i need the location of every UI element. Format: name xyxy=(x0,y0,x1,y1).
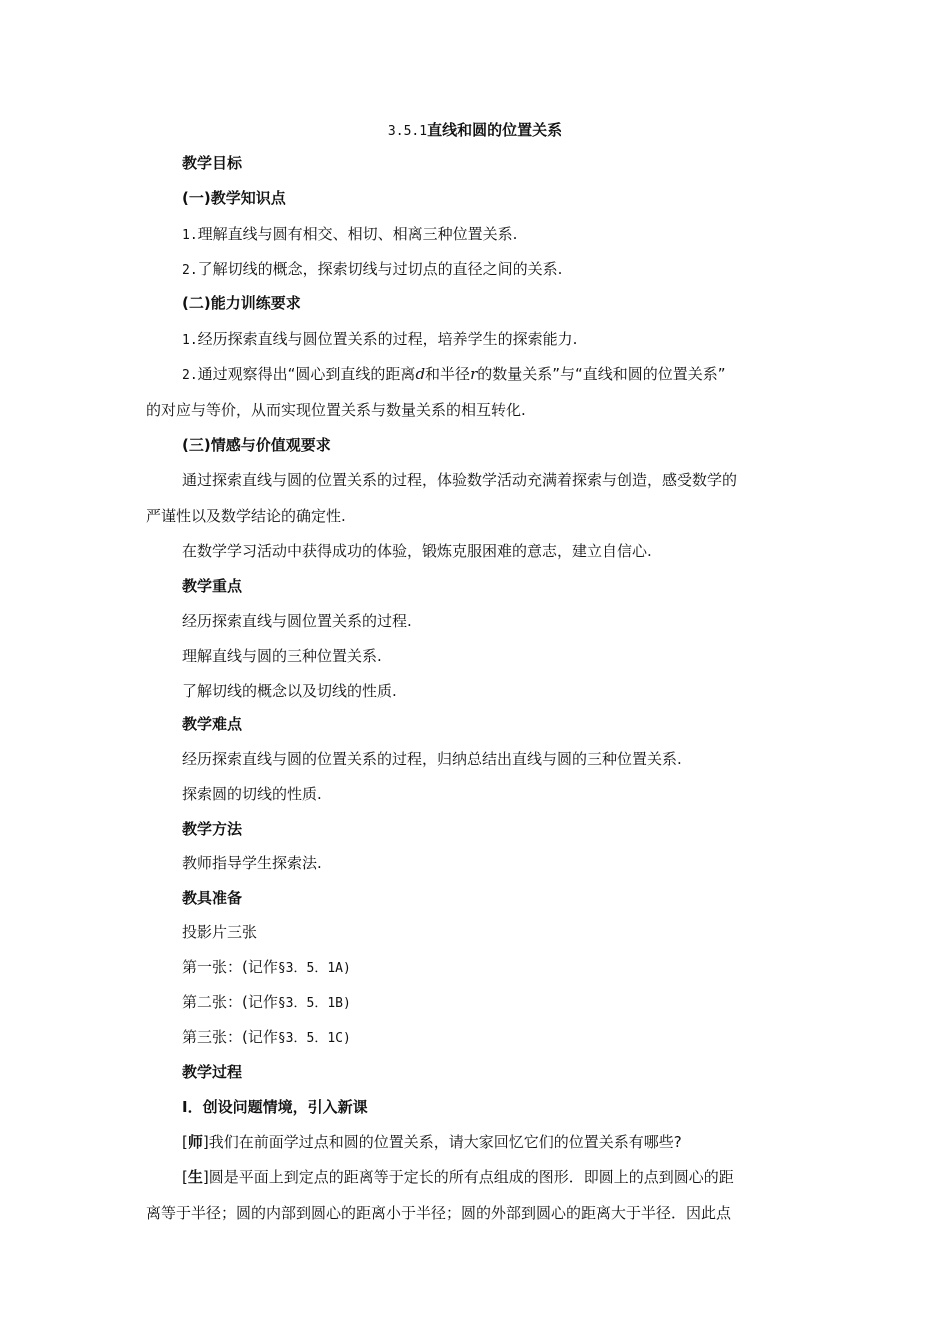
slide-3 xyxy=(182,1027,351,1049)
item-text-a: 通过观察得出“圆心到直线的距离 xyxy=(197,365,416,383)
item-text-c: 的数量关系”与“直线和圆的位置关系” xyxy=(477,365,726,383)
goals-heading: 教学目标 xyxy=(182,154,243,172)
key-points-heading: 教学重点 xyxy=(182,577,243,595)
tag-open-bracket: [ xyxy=(182,1168,188,1186)
title-text: 直线和圆的位置关系 xyxy=(427,121,563,139)
ability-item-1 xyxy=(182,329,577,351)
item-number: 1. xyxy=(182,333,198,348)
slide-label: 第一张：(记作 xyxy=(182,958,278,976)
emotion-paragraph-2: 在数学学习活动中获得成功的体验，锻炼克服困难的意志，建立自信心. xyxy=(182,542,652,560)
ability-heading: (二)能力训练要求 xyxy=(182,294,301,312)
tag-close-bracket: ] xyxy=(202,1133,209,1151)
item-number: 2. xyxy=(182,368,198,383)
difficulty-1: 经历探索直线与圆的位置关系的过程，归纳总结出直线与圆的三种位置关系. xyxy=(182,750,682,768)
key-point-2: 理解直线与圆的三种位置关系. xyxy=(182,647,382,665)
teacher-text: 我们在前面学过点和圆的位置关系，请大家回忆它们的位置关系有哪些? xyxy=(208,1133,682,1151)
slide-label: 第三张：(记作 xyxy=(182,1028,278,1046)
item-text: 理解直线与圆有相交、相切、相离三种位置关系. xyxy=(197,225,518,243)
process-heading: 教学过程 xyxy=(182,1063,243,1081)
emotion-paragraph-1: 通过探索直线与圆的位置关系的过程，体验数学活动充满着探索与创造，感受数学的 xyxy=(182,471,738,489)
key-point-3: 了解切线的概念以及切线的性质. xyxy=(182,682,397,700)
slide-code: §3．5．1A) xyxy=(277,961,351,976)
slide-code: §3．5．1C) xyxy=(277,1031,351,1046)
item-text: 经历探索直线与圆位置关系的过程，培养学生的探索能力. xyxy=(197,330,578,348)
variable-r: r xyxy=(470,365,478,383)
teacher-line xyxy=(182,1132,682,1152)
tools-1: 投影片三张 xyxy=(182,923,258,941)
slide-2 xyxy=(182,992,351,1014)
item-text: 了解切线的概念，探索切线与过切点的直径之间的关系. xyxy=(197,260,563,278)
title-number: 3.5.1 xyxy=(387,124,428,139)
item-number: 2. xyxy=(182,263,198,278)
student-text: 圆是平面上到定点的距离等于定长的所有点组成的图形．即圆上的点到圆心的距 xyxy=(208,1168,734,1186)
emotion-heading: (三)情感与价值观要求 xyxy=(182,436,331,454)
ability-item-2-continued: 的对应与等价，从而实现位置关系与数量关系的相互转化. xyxy=(146,401,526,419)
ability-item-2 xyxy=(182,364,726,386)
knowledge-item-1 xyxy=(182,224,517,246)
method-heading: 教学方法 xyxy=(182,820,243,838)
item-text-b: 和半径 xyxy=(425,365,471,383)
difficulties-heading: 教学难点 xyxy=(182,715,243,733)
difficulty-2: 探索圆的切线的性质. xyxy=(182,785,322,803)
knowledge-item-2 xyxy=(182,259,562,281)
slide-label: 第二张：(记作 xyxy=(182,993,278,1011)
student-tag: 生 xyxy=(187,1168,203,1186)
slide-1 xyxy=(182,957,351,979)
knowledge-heading: (一)教学知识点 xyxy=(182,189,286,207)
method-1: 教师指导学生探索法. xyxy=(182,854,322,872)
key-point-1: 经历探索直线与圆位置关系的过程. xyxy=(182,612,412,630)
teacher-tag: 师 xyxy=(187,1133,203,1151)
variable-d: d xyxy=(415,365,426,383)
student-line-continued: 离等于半径；圆的内部到圆心的距离小于半径；圆的外部到圆心的距离大于半径．因此点 xyxy=(146,1204,732,1222)
student-line xyxy=(182,1167,734,1187)
page-title xyxy=(0,120,950,142)
item-number: 1. xyxy=(182,228,198,243)
tag-open-bracket: [ xyxy=(182,1133,188,1151)
tag-close-bracket: ] xyxy=(202,1168,209,1186)
tools-heading: 教具准备 xyxy=(182,889,243,907)
step-1-heading: Ⅰ．创设问题情境，引入新课 xyxy=(182,1098,368,1116)
slide-code: §3．5．1B) xyxy=(277,996,351,1011)
emotion-paragraph-1-continued: 严谨性以及数学结论的确定性. xyxy=(146,507,346,525)
